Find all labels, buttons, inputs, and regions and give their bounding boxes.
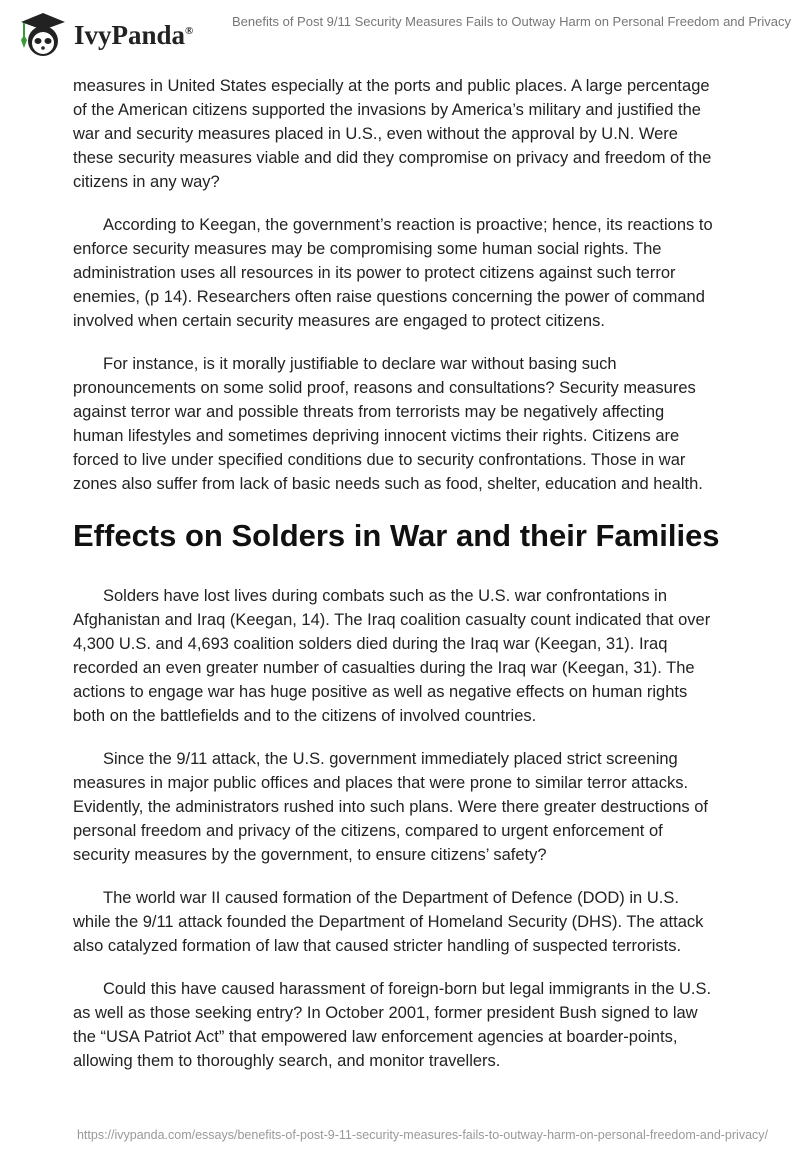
text-line: recorded an even greater number of casualties during the Iraq war (Keegan, 31). The xyxy=(73,659,695,677)
text-line: 4,300 U.S. and 4,693 coalition solders died during the Iraq war (Keegan, 31). Iraq xyxy=(73,635,668,653)
paragraph xyxy=(73,977,753,1073)
text-line: Afghanistan and Iraq (Keegan, 14). The Iraq coalition casualty count indicated that over xyxy=(73,611,711,629)
text-line: actions to engage war has huge positive as well as negative effects on human rights xyxy=(73,683,688,701)
text-line: security measures by the government, to ensure citizens’ safety? xyxy=(73,846,547,864)
text-line: of the American citizens supported the invasions by America’s military and justified the xyxy=(73,101,701,119)
text-line: Solders have lost lives during combats such as the U.S. war confrontations in xyxy=(103,587,668,605)
text-line: enforce security measures may be compromising some human social rights. The xyxy=(73,240,662,258)
text-line: zones also suffer from lack of basic needs such as food, shelter, education and health. xyxy=(73,475,703,493)
paragraph xyxy=(73,352,753,496)
panda-graduate-icon xyxy=(18,10,68,60)
text-line: Since the 9/11 attack, the U.S. government immediately placed strict screening xyxy=(103,750,678,768)
paragraph xyxy=(73,584,753,728)
text-line: involved when certain security measures are engaged to protect citizens. xyxy=(73,312,605,330)
text-line: According to Keegan, the government’s reaction is proactive; hence, its reactions to xyxy=(103,216,713,234)
text-line: pronouncements on some solid proof, reasons and consultations? Security measures xyxy=(73,379,696,397)
document-title: Benefits of Post 9/11 Security Measures Fails to Outway Harm on Personal Freedom and Privacy xyxy=(232,14,791,29)
text-line: human lifestyles and sometimes depriving innocent victims their rights. Citizens are xyxy=(73,427,680,445)
paragraphs-before-heading xyxy=(73,74,753,496)
text-line: The world war II caused formation of the Department of Defence (DOD) in U.S. xyxy=(103,889,679,907)
text-line: as well as those seeking entry? In October 2001, former president Bush signed to law xyxy=(73,1004,698,1022)
text-line: Evidently, the administrators rushed into such plans. Were there greater destructions of xyxy=(73,798,708,816)
text-line: measures in major public offices and places that were prone to similar terror attacks. xyxy=(73,774,689,792)
text-line: allowing them to thoroughly search, and monitor travellers. xyxy=(73,1052,501,1070)
text-line: also catalyzed formation of law that caused stricter handling of suspected terrorists. xyxy=(73,937,682,955)
text-line: personal freedom and privacy of the citizens, compared to urgent enforcement of xyxy=(73,822,663,840)
text-line: For instance, is it morally justifiable to declare war without basing such xyxy=(103,355,617,373)
text-line: while the 9/11 attack founded the Department of Homeland Security (DHS). The attack xyxy=(73,913,704,931)
paragraph xyxy=(73,213,753,333)
text-line: the “USA Patriot Act” that empowered law enforcement agencies at boarder-points, xyxy=(73,1028,678,1046)
text-line: Could this have caused harassment of foreign-born but legal immigrants in the U.S. xyxy=(103,980,712,998)
text-line: both on the battlefields and to the citizens of involved countries. xyxy=(73,707,537,725)
essay-content xyxy=(73,74,753,1092)
text-line: war and security measures placed in U.S., even without the approval by U.N. Were xyxy=(73,125,678,143)
paragraph xyxy=(73,886,753,958)
paragraph xyxy=(73,74,753,194)
text-line: measures in United States especially at the ports and public places. A large percentage xyxy=(73,77,710,95)
paragraphs-after-heading xyxy=(73,584,753,1073)
text-line: enemies, (p 14). Researchers often raise questions concerning the power of command xyxy=(73,288,705,306)
text-line: against terror war and possible threats from terrorists may be negatively affecting xyxy=(73,403,665,421)
text-line: forced to live under specified conditions due to security confrontations. Those in war xyxy=(73,451,686,469)
section-heading: Effects on Solders in War and their Families xyxy=(73,518,720,553)
text-line: citizens in any way? xyxy=(73,173,220,191)
paragraph xyxy=(73,747,753,867)
source-url[interactable]: https://ivypanda.com/essays/benefits-of-post-9-11-security-measures-fails-to-outway-harm-on-personal-freedom-and-privacy/ xyxy=(76,1128,768,1142)
text-line: these security measures viable and did they compromise on privacy and freedom of the xyxy=(73,149,712,167)
brand-name: IvyPanda® xyxy=(74,19,194,50)
text-line: administration uses all resources in its power to protect citizens against such terror xyxy=(73,264,676,282)
ivypanda-logo[interactable] xyxy=(18,10,193,60)
